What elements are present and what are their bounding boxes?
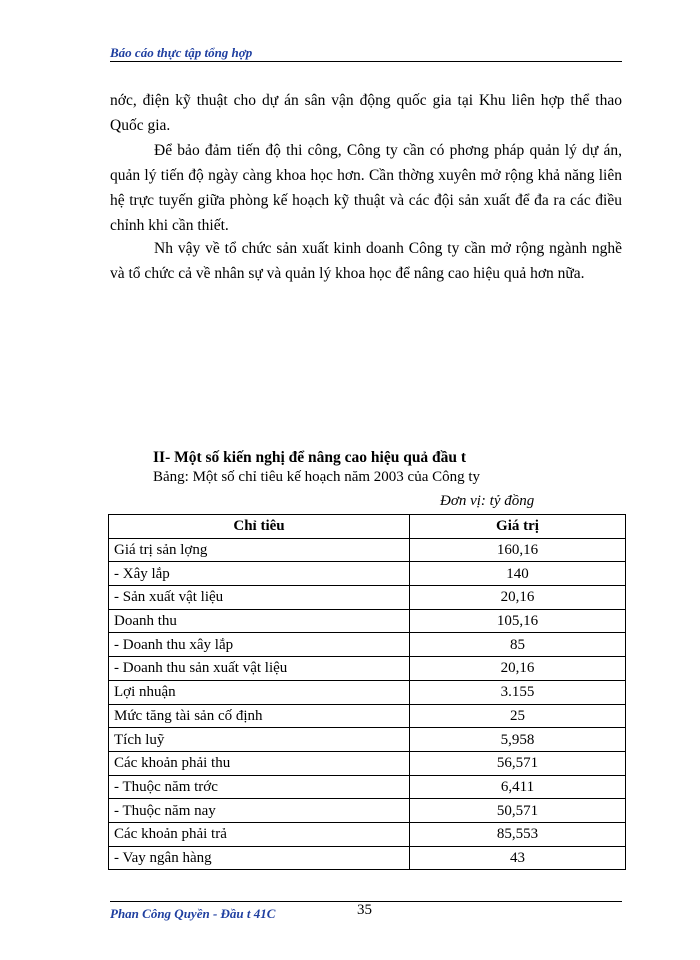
table-row bbox=[109, 751, 626, 775]
table-row bbox=[109, 822, 626, 846]
indicator-name: Các khoản phải trả bbox=[109, 822, 410, 846]
indicator-name: - Xây lắp bbox=[109, 562, 410, 586]
indicator-name: Lợi nhuận bbox=[109, 680, 410, 704]
indicator-value: 20,16 bbox=[410, 586, 626, 610]
plan-indicators-table bbox=[108, 514, 626, 870]
indicator-name: Doanh thu bbox=[109, 609, 410, 633]
table-header-row bbox=[109, 515, 626, 539]
table-row bbox=[109, 538, 626, 562]
table-unit: Đơn vị: tỷ đồng bbox=[440, 493, 535, 509]
indicator-value: 20,16 bbox=[410, 657, 626, 681]
indicator-name: - Thuộc năm nay bbox=[109, 799, 410, 823]
indicator-name: - Doanh thu sản xuất vật liệu bbox=[109, 657, 410, 681]
indicator-value: 85,553 bbox=[410, 822, 626, 846]
indicator-name: - Sản xuất vật liệu bbox=[109, 586, 410, 610]
paragraph-1: nớc, điện kỹ thuật cho dự án sân vận động quốc gia tại Khu liên hợp thể thao Quốc gia. bbox=[110, 92, 622, 134]
indicator-value: 6,411 bbox=[410, 775, 626, 799]
table-row bbox=[109, 633, 626, 657]
indicator-value: 5,958 bbox=[410, 728, 626, 752]
indicator-value: 25 bbox=[410, 704, 626, 728]
indicator-name: - Thuộc năm trớc bbox=[109, 775, 410, 799]
column-header: Giá trị bbox=[410, 515, 626, 539]
indicator-value: 56,571 bbox=[410, 751, 626, 775]
indicator-name: Tích luỹ bbox=[109, 728, 410, 752]
table-row bbox=[109, 680, 626, 704]
indicator-name: - Vay ngân hàng bbox=[109, 846, 410, 870]
indicator-name: Mức tăng tài sản cố định bbox=[109, 704, 410, 728]
table-row bbox=[109, 775, 626, 799]
indicator-value: 3.155 bbox=[410, 680, 626, 704]
paragraph-3: Nh vậy về tổ chức sản xuất kinh doanh Công ty cần mở rộng ngành nghề và tổ chức cả về nhân sự và quản lý khoa học để nâng cao hiệu quả hơn nữa. bbox=[110, 240, 622, 282]
table-row bbox=[109, 799, 626, 823]
paragraph-2: Để bảo đảm tiến độ thi công, Công ty cần có phơng pháp quản lý dự án, quản lý tiến độ ngày càng khoa học hơn. Cần thờng xuyên mở rộng khả năng liên hệ trực tuyến giữa phòng kế hoạch kỹ thuật và các đội sản xuất để đa ra các điều chỉnh khi cần thiết. bbox=[110, 142, 622, 234]
table-caption: Bảng: Một số chỉ tiêu kế hoạch năm 2003 của Công ty bbox=[153, 469, 481, 485]
column-header: Chỉ tiêu bbox=[109, 515, 410, 539]
indicator-value: 85 bbox=[410, 633, 626, 657]
table-row bbox=[109, 657, 626, 681]
indicator-name: Giá trị sản lợng bbox=[109, 538, 410, 562]
indicator-value: 140 bbox=[410, 562, 626, 586]
header-rule bbox=[110, 61, 622, 62]
indicator-value: 50,571 bbox=[410, 799, 626, 823]
indicator-value: 160,16 bbox=[410, 538, 626, 562]
table-row bbox=[109, 728, 626, 752]
table-row bbox=[109, 562, 626, 586]
table-row bbox=[109, 586, 626, 610]
table-row bbox=[109, 704, 626, 728]
page-number: 35 bbox=[357, 902, 372, 918]
header-title: Báo cáo thực tập tổng hợp bbox=[110, 45, 253, 60]
section-title: II- Một số kiến nghị để nâng cao hiệu quả đầu t bbox=[153, 449, 467, 466]
table-row bbox=[109, 609, 626, 633]
indicator-name: Các khoản phải thu bbox=[109, 751, 410, 775]
footer-author: Phan Công Quyền - Đầu t 41C bbox=[110, 906, 276, 921]
indicator-value: 105,16 bbox=[410, 609, 626, 633]
indicator-name: - Doanh thu xây lắp bbox=[109, 633, 410, 657]
page-header bbox=[110, 44, 622, 62]
indicator-value: 43 bbox=[410, 846, 626, 870]
table-row bbox=[109, 846, 626, 870]
